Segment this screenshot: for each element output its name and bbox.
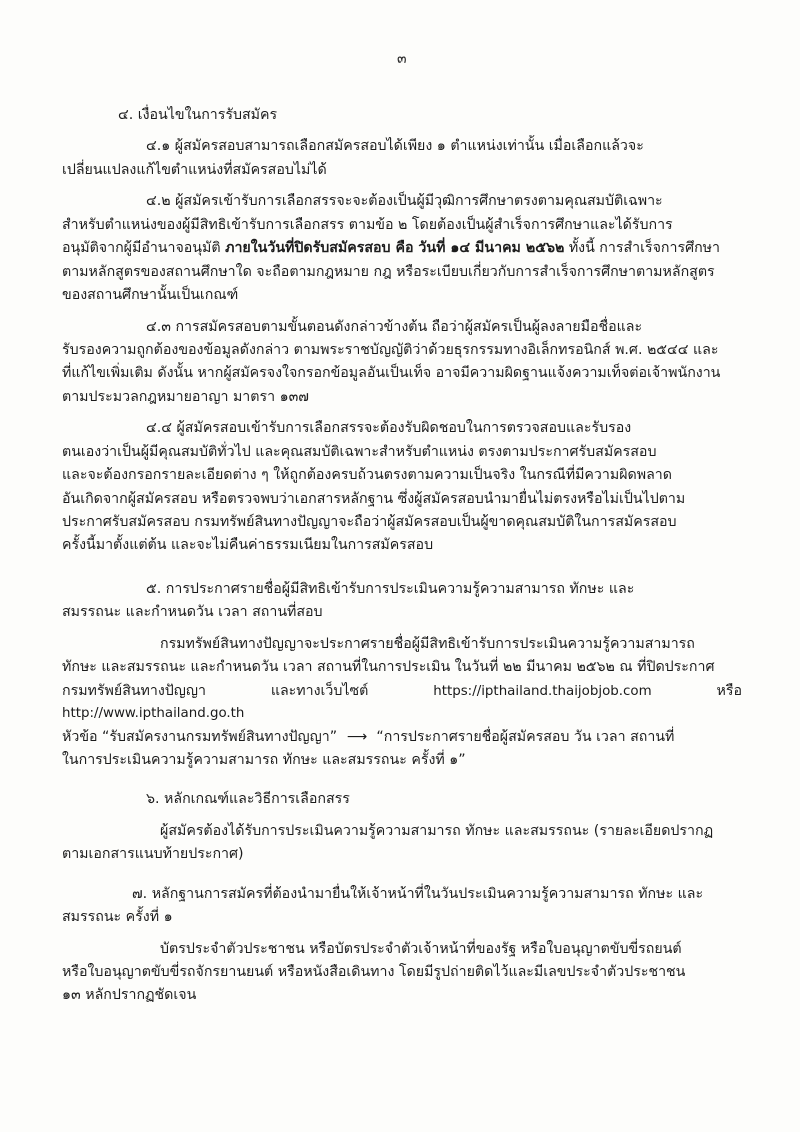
paragraph-4-3-line-1: ๔.๓ การสมัครสอบตามขั้นตอนดังกล่าวข้างต้น ถือว่าผู้สมัครเป็นผู้ลงลายมือชื่อและ [146, 318, 643, 335]
paragraph-4-2-deadline: ภายในวันที่ปิดรับสมัครสอบ คือ วันที่ ๑๔ มีนาคม ๒๕๖๒ [225, 240, 565, 257]
paragraph-6-1-line-1: ผู้สมัครต้องได้รับการประเมินความรู้ความสามารถ ทักษะ และสมรรถนะ (รายละเอียดปรากฏ [160, 822, 714, 839]
paragraph-5-1-text-a: กรมทรัพย์สินทางปัญญา และทางเว็บไซต์ [62, 682, 369, 699]
paragraph-4-4-line-4: อันเกิดจากผู้สมัครสอบ หรือตรวจพบว่าเอกสารหลักฐาน ซึ่งผู้สมัครสอบนำมายื่นไม่ตรงหรือไม่เป็นไปตาม [62, 490, 686, 507]
paragraph-4-2-text-a: อนุมัติจากผู้มีอำนาจอนุมัติ [62, 240, 226, 257]
paragraph-5-1-announcement: “การประกาศรายชื่อผู้สมัครสอบ วัน เวลา สถานที่ [376, 728, 675, 745]
page-number: ๓ [396, 51, 408, 67]
paragraph-4-4-line-6: ครั้งนี้มาตั้งแต่ต้น และจะไม่คืนค่าธรรมเนียมในการสมัครสอบ [62, 537, 434, 554]
paragraph-4-2-line-1: ๔.๒ ผู้สมัครเข้ารับการเลือกสรรจะจะต้องเป็นผู้มีวุฒิการศึกษาตรงตามคุณสมบัติเฉพาะ [146, 193, 663, 210]
section-6-heading: ๖. หลักเกณฑ์และวิธีการเลือกสรร [146, 791, 350, 808]
section-7-heading-line-1: ๗. หลักฐานการสมัครที่ต้องนำมายื่นให้เจ้าหน้าที่ในวันประเมินความรู้ความสามารถ ทักษะ และ [132, 885, 704, 902]
paragraph-5-1-line-5: ในการประเมินความรู้ความสามารถ ทักษะ และสมรรถนะ ครั้งที่ ๑” [62, 751, 466, 768]
paragraph-5-1-line-4 [62, 726, 742, 748]
paragraph-4-4-line-3: และจะต้องกรอกรายละเอียดต่าง ๆ ให้ถูกต้องครบถ้วนตรงตามความเป็นจริง ในกรณีที่มีความผิดพลาด [62, 467, 672, 484]
ipthailand-thaijobjob-link[interactable]: https://ipthailand.thaijobjob.com [433, 683, 652, 699]
paragraph-4-2-line-3 [62, 237, 742, 259]
paragraph-7-1-line-1: บัตรประจำตัวประชาชน หรือบัตรประจำตัวเจ้าหน้าที่ของรัฐ หรือใบอนุญาตขับขี่รถยนต์ [160, 940, 682, 957]
section-7-heading-line-2: สมรรถนะ ครั้งที่ ๑ [62, 909, 173, 926]
paragraph-7-1-line-2: หรือใบอนุญาตขับขี่รถจักรยานยนต์ หรือหนังสือเดินทาง โดยมีรูปถ่ายติดไว้และมีเลขประจำตัวประชาชน [62, 964, 686, 980]
paragraph-4-1-line-1: ๔.๑ ผู้สมัครสอบสามารถเลือกสมัครสอบได้เพียง ๑ ตำแหน่งเท่านั้น เมื่อเลือกแล้วจะ [146, 138, 644, 155]
paragraph-4-3-line-4: ตามประมวลกฎหมายอาญา มาตรา ๑๓๗ [62, 388, 309, 405]
arrow-right-icon: ⟶ [347, 728, 367, 745]
section-5-heading-line-1: ๕. การประกาศรายชื่อผู้มีสิทธิเข้ารับการประเมินความรู้ความสามารถ ทักษะ และ [146, 580, 635, 597]
paragraph-4-2-line-4: ตามหลักสูตรของสถานศึกษาใด จะถือตามกฎหมาย กฎ หรือระเบียบเกี่ยวกับการสำเร็จการศึกษาตามหลักสูตร [62, 263, 715, 280]
paragraph-4-3-line-2: รับรองความถูกต้องของข้อมูลดังกล่าว ตามพระราชบัญญัติว่าด้วยธุรกรรมทางอิเล็กทรอนิกส์ พ.ศ. ๒๕๔๔ และ [62, 341, 719, 358]
paragraph-4-1-line-2: เปลี่ยนแปลงแก้ไขตำแหน่งที่สมัครสอบไม่ได้ [62, 161, 327, 178]
paragraph-4-2-line-2: สำหรับตำแหน่งของผู้มีสิทธิเข้ารับการเลือกสรร ตามข้อ ๒ โดยต้องเป็นผู้สำเร็จการศึกษาและได้รับการ [62, 216, 673, 233]
section-4-heading: ๔. เงื่อนไขในการรับสมัคร [118, 107, 278, 123]
paragraph-4-3-line-3: ที่แก้ไขเพิ่มเติม ดังนั้น หากผู้สมัครจงใจกรอกข้อมูลอันเป็นเท็จ อาจมีความผิดฐานแจ้งความเท็จต่อเจ้าพนักงาน [62, 365, 721, 382]
paragraph-5-1-line-3 [62, 680, 742, 725]
paragraph-4-2-text-b: ทั้งนี้ การสำเร็จการศึกษา [564, 240, 720, 257]
paragraph-4-2-line-5: ของสถานศึกษานั้นเป็นเกณฑ์ [62, 287, 239, 304]
paragraph-7-1-line-3: ๑๓ หลักปรากฏชัดเจน [62, 987, 197, 1004]
paragraph-5-1-topic: หัวข้อ “รับสมัครงานกรมทรัพย์สินทางปัญญา” [62, 728, 338, 745]
paragraph-6-1-line-2: ตามเอกสารแนบท้ายประกาศ) [62, 846, 244, 863]
paragraph-5-1-line-1: กรมทรัพย์สินทางปัญญาจะประกาศรายชื่อผู้มีสิทธิเข้ารับการประเมินความรู้ความสามารถ [160, 635, 695, 652]
paragraph-5-1-mid-text: หรือ [716, 682, 742, 699]
paragraph-5-1-line-2: ทักษะ และสมรรถนะ และกำหนดวัน เวลา สถานที่ในการประเมิน ในวันที่ ๒๒ มีนาคม ๒๕๖๒ ณ ที่ปิดประกาศ [62, 659, 715, 676]
section-5-heading-line-2: สมรรถนะ และกำหนดวัน เวลา สถานที่สอบ [62, 604, 323, 621]
ipthailand-go-th-link[interactable]: http://www.ipthailand.go.th [62, 706, 245, 722]
paragraph-4-4-line-5: ประกาศรับสมัครสอบ กรมทรัพย์สินทางปัญญาจะถือว่าผู้สมัครสอบเป็นผู้ขาดคุณสมบัติในการสมัครสอบ [62, 514, 677, 530]
paragraph-4-4-line-2: ตนเองว่าเป็นผู้มีคุณสมบัติทั่วไป และคุณสมบัติเฉพาะสำหรับตำแหน่ง ตรงตามประกาศรับสมัครสอบ [62, 443, 657, 460]
paragraph-4-4-line-1: ๔.๔ ผู้สมัครสอบเข้ารับการเลือกสรรจะต้องรับผิดชอบในการตรวจสอบและรับรอง [146, 420, 632, 437]
document-body [62, 104, 742, 1007]
